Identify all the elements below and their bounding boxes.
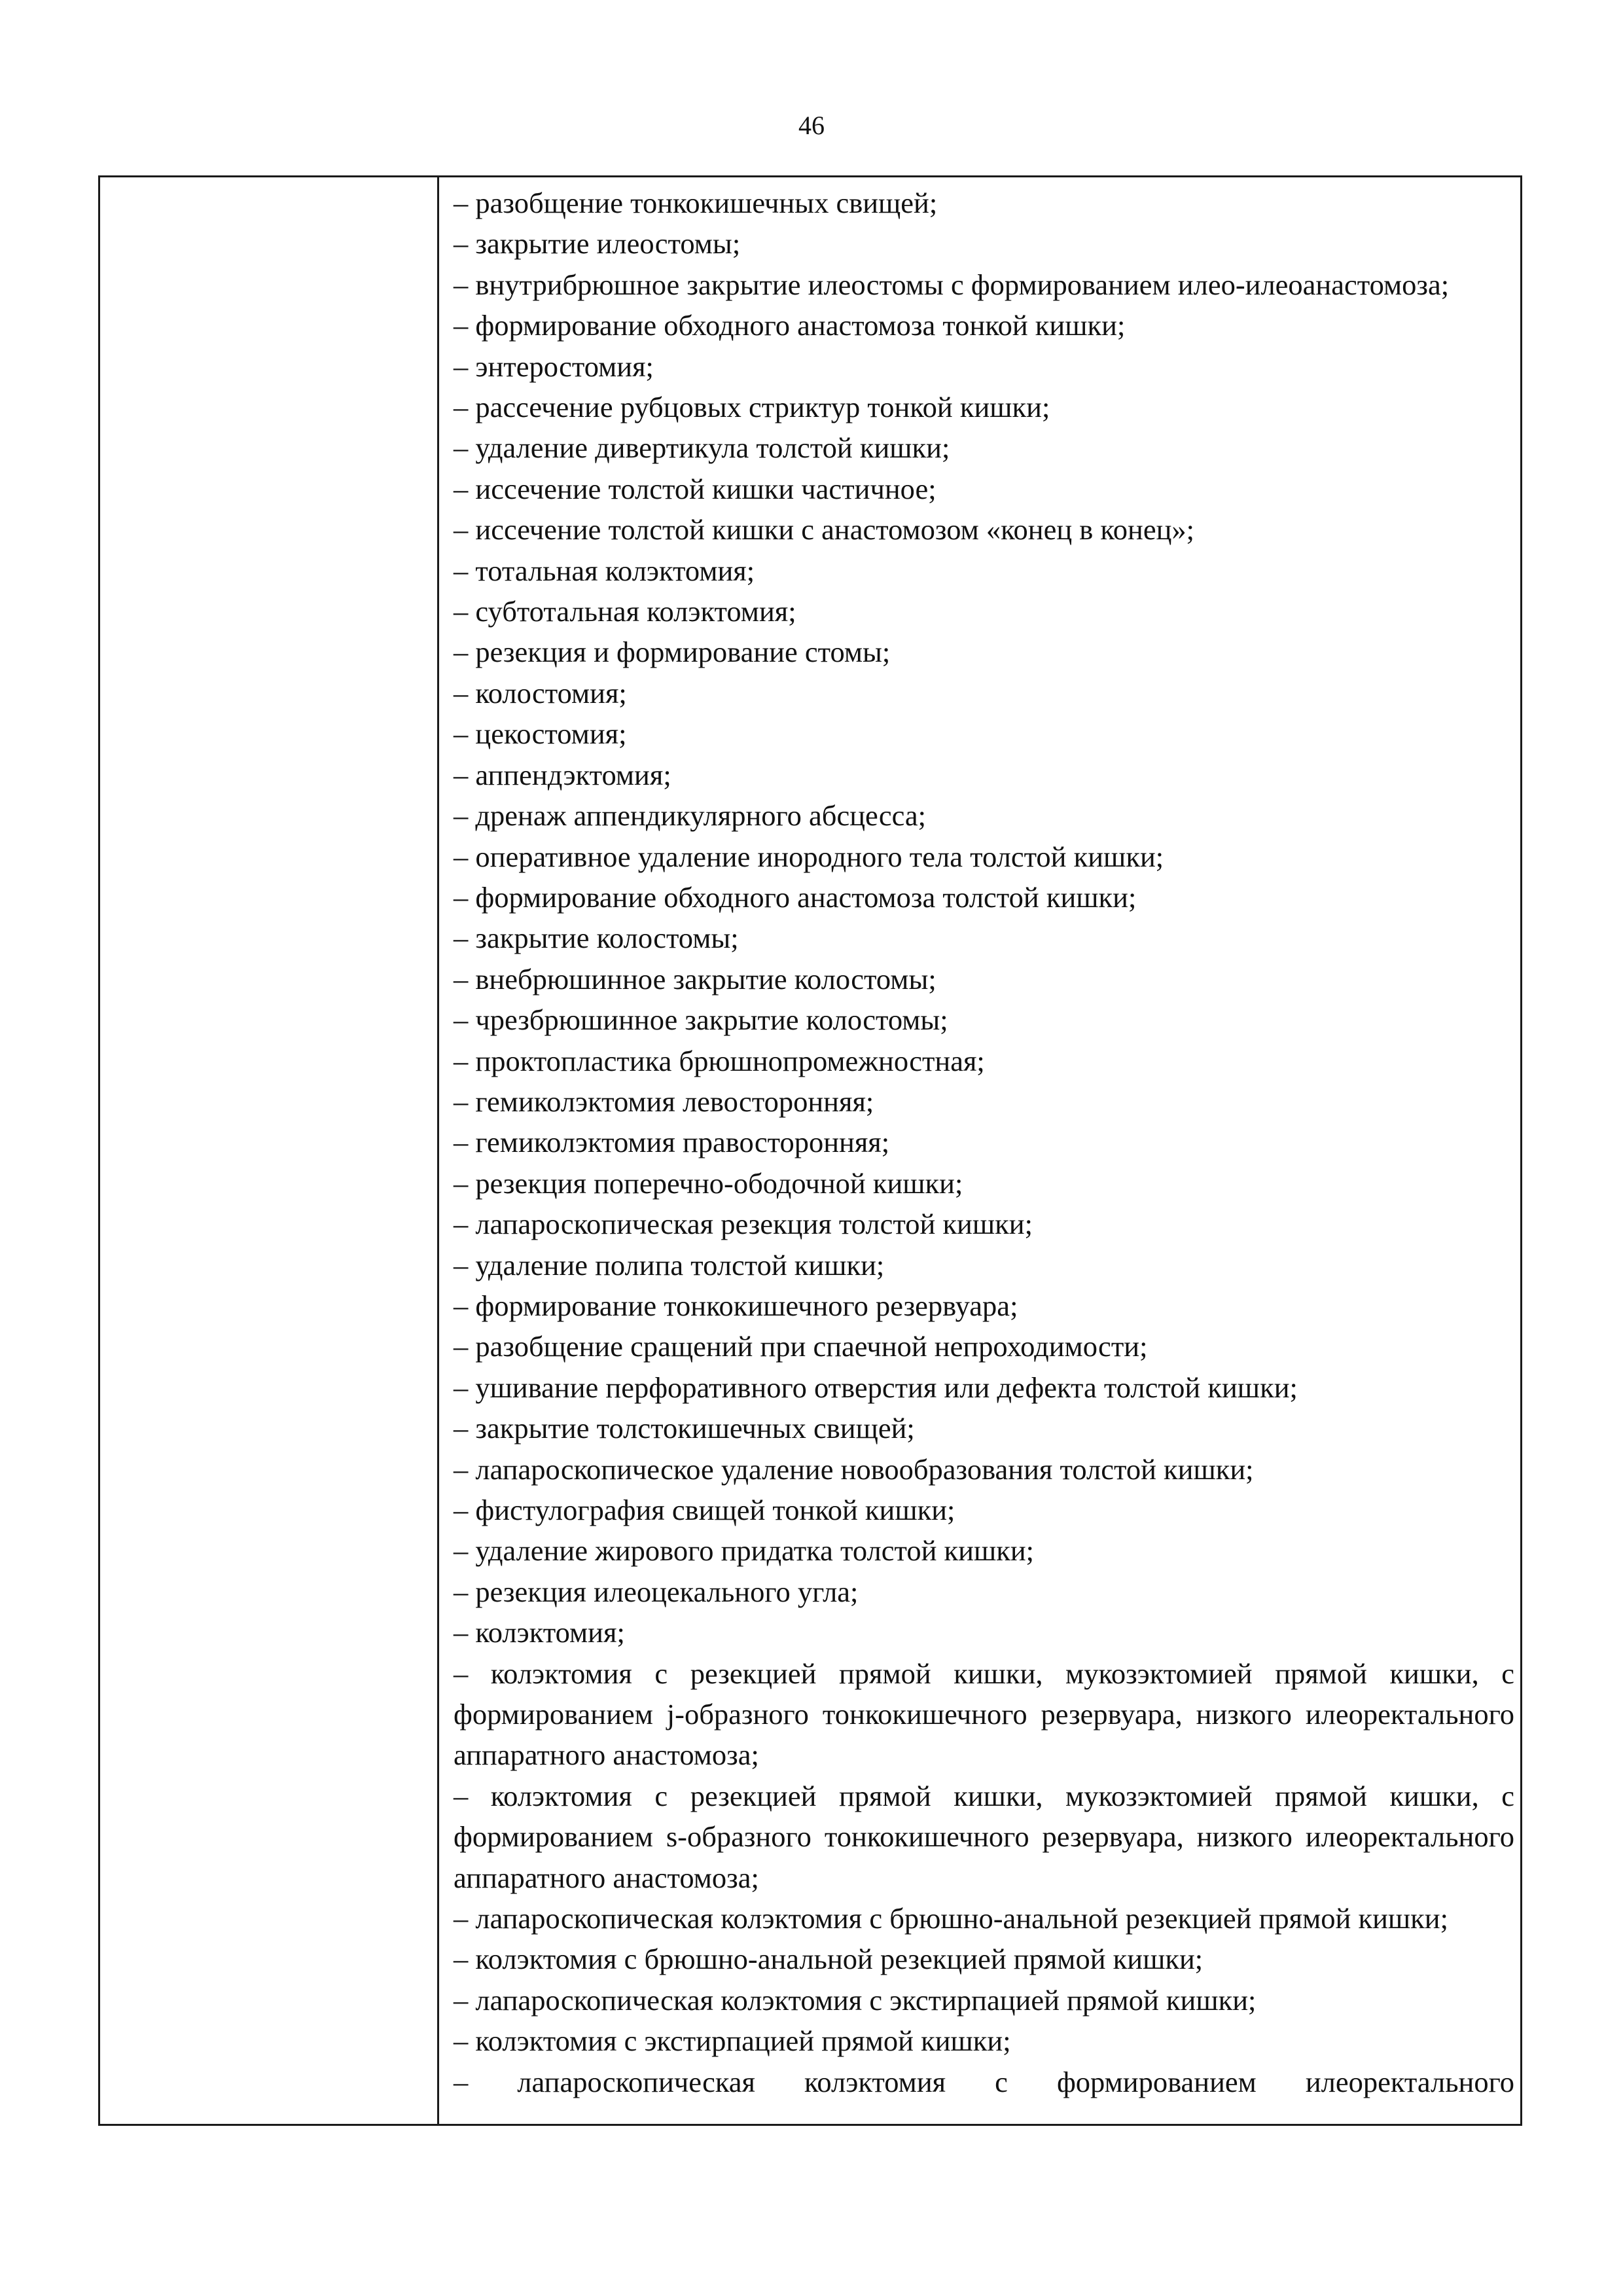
list-item: – цекостомия; — [454, 717, 627, 751]
list-item: – субтотальная колэктомия; — [454, 595, 796, 628]
list-item: – резекция и формирование стомы; — [454, 636, 891, 669]
list-item: – лапароскопическая колэктомия с брюшно-анальной резекцией прямой кишки; — [454, 1902, 1448, 1935]
list-item: – колэктомия с резекцией прямой кишки, мукозэктомией прямой кишки, с формированием j-образного тонкокишечного резервуара, низкого илеоректального аппаратного анастомоза; — [454, 1657, 1514, 1772]
list-item: – иссечение толстой кишки с анастомозом «конец в конец»; — [454, 513, 1195, 547]
procedure-list — [454, 183, 1514, 2102]
list-item: – внутрибрюшное закрытие илеостомы с формированием илео-илеоанастомоза; — [454, 268, 1450, 301]
list-item: – лапароскопическая резекция толстой кишки; — [454, 1208, 1033, 1241]
list-item: – ушивание перфоративного отверстия или дефекта толстой кишки; — [454, 1371, 1298, 1404]
list-item: – чрезбрюшинное закрытие колостомы; — [454, 1003, 948, 1037]
list-item: – формирование обходного анастомоза толстой кишки; — [454, 880, 1137, 914]
list-item: – фистулография свищей тонкой кишки; — [454, 1494, 955, 1526]
procedures-table — [98, 175, 1522, 2126]
list-item: – колэктомия с резекцией прямой кишки, мукозэктомией прямой кишки, с формированием s-образного тонкокишечного резервуара, низкого илеоректального аппаратного анастомоза; — [454, 1779, 1514, 1894]
list-item: – закрытие колостомы; — [454, 922, 739, 955]
page-number: 46 — [798, 111, 825, 140]
list-item: – тотальная колэктомия; — [454, 554, 755, 587]
list-item: – иссечение толстой кишки частичное; — [454, 472, 936, 505]
list-item: – рассечение рубцовых стриктур тонкой кишки; — [454, 391, 1050, 424]
list-item: – внебрюшинное закрытие колостомы; — [454, 962, 936, 996]
list-item: – резекция илеоцекального угла; — [454, 1575, 859, 1608]
list-item: – удаление жирового придатка толстой кишки; — [454, 1534, 1035, 1568]
list-item: – резекция поперечно-ободочной кишки; — [454, 1166, 963, 1200]
list-item: – разобщение сращений при спаечной непроходимости; — [454, 1330, 1148, 1363]
list-item: – удаление дивертикула толстой кишки; — [454, 431, 950, 465]
list-item: – закрытие толстокишечных свищей; — [454, 1412, 915, 1445]
list-item: – формирование тонкокишечного резервуара; — [454, 1289, 1018, 1322]
list-item: – энтеростомия; — [454, 350, 654, 383]
list-item: – лапароскопическая колэктомия с экстирпацией прямой кишки; — [454, 1983, 1257, 2017]
table-left-cell — [100, 177, 439, 2124]
list-item: – разобщение тонкокишечных свищей; — [454, 187, 938, 219]
list-item: – закрытие илеостомы; — [454, 227, 741, 260]
list-item: – удаление полипа толстой кишки; — [454, 1248, 885, 1282]
list-item: – колэктомия с брюшно-анальной резекцией прямой кишки; — [454, 1943, 1204, 1976]
list-item: – колостомия; — [454, 676, 627, 709]
list-item: – лапароскопическое удаление новообразования толстой кишки; — [454, 1452, 1254, 1486]
list-item: – аппендэктомия; — [454, 758, 671, 791]
list-item: – проктопластика брюшнопромежностная; — [454, 1044, 985, 1077]
list-item: – оперативное удаление инородного тела толстой кишки; — [454, 840, 1164, 873]
list-item: – формирование обходного анастомоза тонкой кишки; — [454, 309, 1126, 342]
list-item: – колэктомия с экстирпацией прямой кишки; — [454, 2024, 1011, 2058]
list-item: – гемиколэктомия левосторонняя; — [454, 1085, 874, 1118]
list-item: – гемиколэктомия правосторонняя; — [454, 1126, 890, 1159]
list-item: – дренаж аппендикулярного абсцесса; — [454, 799, 927, 833]
list-item: – лапароскопическая колэктомия с формированием илеоректального — [454, 2065, 1514, 2098]
table-right-cell — [439, 177, 1522, 2124]
list-item: – колэктомия; — [454, 1616, 625, 1649]
